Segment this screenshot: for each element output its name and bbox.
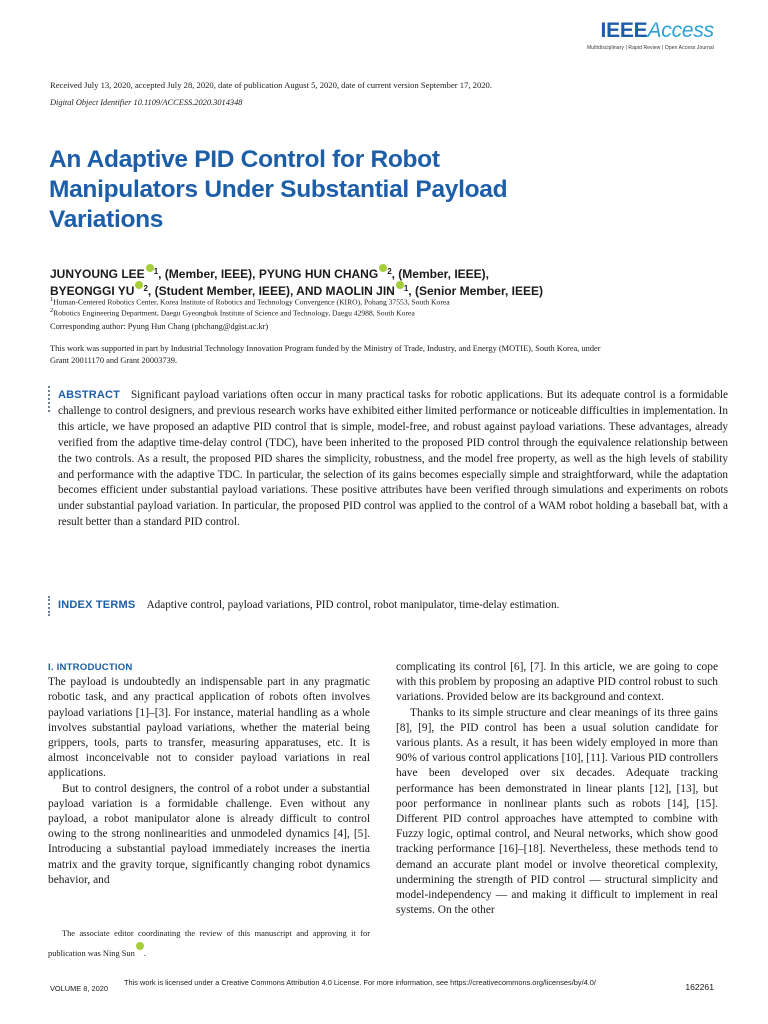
- author-line-1: JUNYOUNG LEE $^1$, (Member, IEEE), PYUNG HUN CHANG $^2$, (Member, IEEE),: [50, 264, 489, 281]
- author-name: BYEONGGI YU: [50, 284, 135, 298]
- section-heading: I. INTRODUCTION: [48, 662, 133, 673]
- author-name: AND MAOLIN JIN: [296, 284, 395, 298]
- logo-tagline: Multidisciplinary | Rapid Review | Open Access Journal: [587, 45, 714, 51]
- paragraph: The payload is undoubtedly an indispensable part in any pragmatic robotic task, and any practical application of robots often involves payload variations [1]–[3]. For instance, material handling as a whole involves substantial payload variations, whether the material being grippers, tools, parts to transfer, measuring apparatuses, etc. It is almost inconceivable not to consider payload variations in real applications.: [48, 676, 370, 780]
- paper-title: An Adaptive PID Control for Robot Manipulators Under Substantial Payload Variations: [49, 146, 508, 233]
- funding-note: This work was supported in part by Industrial Technology Innovation Program funded by the Ministry of Trade, Industry, and Energy (MOTIE), South Korea, under Grant 20011170 and Grant 20003739.: [50, 344, 601, 365]
- editor-footnote: The associate editor coordinating the review of this manuscript and approving it for publication was Ning Sun .: [48, 929, 370, 958]
- footer-license[interactable]: This work is licensed under a Creative Commons Attribution 4.0 License. For more information, see https://creativecommons.org/licenses/by/4.0/: [124, 978, 596, 987]
- affiliation-2: $^2$Robotics Engineering Department, Daegu Gyeongbuk Institute of Science and Technology, Daegu 42988, South Korea: [50, 307, 415, 318]
- abstract-marker: [48, 386, 52, 412]
- index-terms-text: Adaptive control, payload variations, PID control, robot manipulator, time-delay estimation.: [146, 599, 560, 611]
- doi: Digital Object Identifier 10.1109/ACCESS.2020.3014348: [50, 98, 243, 107]
- footer-volume: VOLUME 8, 2020: [50, 984, 108, 993]
- orcid-icon[interactable]: [396, 281, 404, 289]
- index-terms-heading: INDEX TERMS: [58, 599, 136, 611]
- abstract-text: Significant payload variations often occur in many practical tasks for robotic applications. But its adequate control is a formidable challenge to control designers, and previous research works have exhibited either limited performance or noticeable difficulties in implementation. In this article, we have proposed an adaptive PID control that is simple, model-free, and robust against payload variations. These advantages, already verified from the adaptive time-delay control (TDC), have been inherited to the proposed PID control through the equivalence relationship between the two controls. As a result, the proposed PID shares the simplicity, robustness, and the model free property, as well as the high levels of stability and performance with the adaptive TDC. In particular, the selection of its gains becomes especially simple and straightforward, while the adaptation becomes efficient under substantial payload variations. These positive attributes have been verified through simulations and experiments on robots under substantial payload variation. In particular, the proposed PID control was applied to the control of a WAM robot holding a baseball bat, with a result better than a standard PID control.: [58, 389, 729, 529]
- page-number: 162261: [685, 982, 714, 992]
- body-column-right: [396, 660, 718, 918]
- author-name: JUNYOUNG LEE: [50, 267, 145, 281]
- author-line-2: BYEONGGI YU $^2$, (Student Member, IEEE), AND MAOLIN JIN $^1$, (Senior Member, IEEE): [50, 281, 543, 298]
- orcid-icon[interactable]: [379, 264, 387, 272]
- paragraph: Thanks to its simple structure and clear meanings of its three gains [8], [9], the PID control has been a usual solution candidate for various plants. As a result, it has been widely employed in more than 90% of various control applications [10], [11]. Various PID controllers have been developed over six decades. Adequate tracking performance has been demonstrated in linear plants [12], [13], but poor performance in nonlinear plants such as robots [14], [15]. Different PID control approaches have attempted to combine with Fuzzy logic, optimal control, and Neural networks, which show good tracking performance [16]–[18]. Nevertheless, these methods tend to demand an accurate plant model or involve theoretical complexity, undermining the strength of PID control — structural simplicity and model-independency — and making it difficult to implement in real systems. On the other: [396, 706, 718, 917]
- index-terms: [58, 598, 728, 614]
- orcid-icon[interactable]: [146, 264, 154, 272]
- logo-access: Access: [647, 19, 714, 42]
- abstract: [58, 388, 728, 531]
- journal-logo: [587, 20, 714, 51]
- abstract-heading: ABSTRACT: [58, 389, 121, 401]
- paragraph: complicating its control [6], [7]. In this article, we are going to cope with this problem by proposing an adaptive PID control robust to such variations. Provided below are its background and context.: [396, 661, 718, 704]
- corresponding-author: Corresponding author: Pyung Hun Chang (phchang@dgist.ac.kr): [50, 322, 269, 331]
- paragraph: But to control designers, the control of a robot under a substantial payload variation is a formidable challenge. Even without any payload, a robot manipulator alone is already difficult to control owing to the strong nonlinearities and unmodeled dynamics [4], [5]. Introducing a substantial payload immediately increases the inertia matrix and the gravity torque, significantly changing robot dynamics behavior, and: [48, 782, 370, 886]
- body-column-left: [48, 660, 370, 888]
- received-dates: Received July 13, 2020, accepted July 28, 2020, date of publication August 5, 2020, date of current version September 17, 2020.: [50, 80, 493, 90]
- logo-ieee: IEEE: [600, 19, 648, 42]
- index-terms-marker: [48, 596, 52, 616]
- affiliation-1: $^1$Human-Centered Robotics Center, Korea Institute of Robotics and Technology Convergence (KIRO), Pohang 37553, South Korea: [50, 296, 450, 307]
- author-name: PYUNG HUN CHANG: [258, 267, 379, 281]
- orcid-icon[interactable]: [136, 942, 144, 950]
